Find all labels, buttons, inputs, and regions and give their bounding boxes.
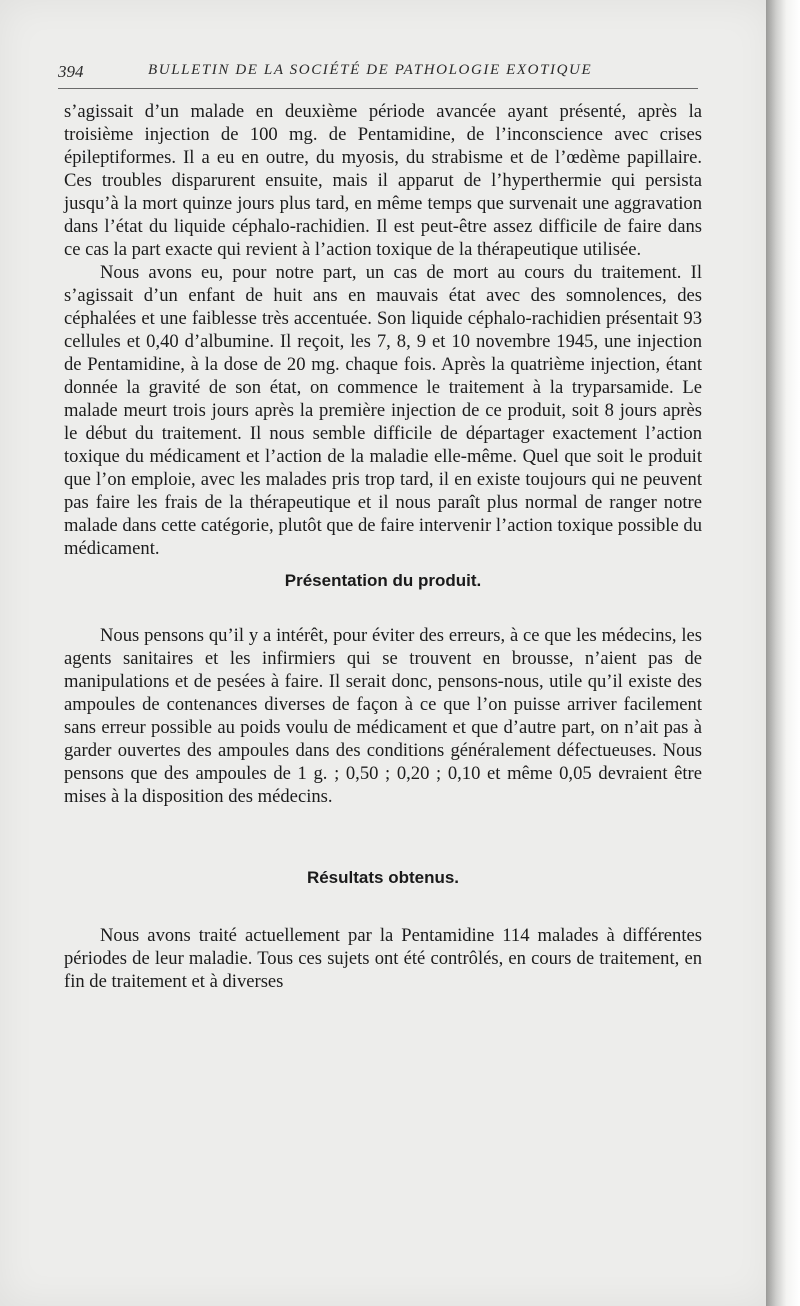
section-heading-results: Résultats obtenus. <box>306 868 460 887</box>
page-edge-shadow <box>766 0 800 1306</box>
running-header <box>58 62 698 86</box>
page-number: 394 <box>58 62 84 81</box>
header-rule <box>58 88 698 89</box>
section-heading-presentation: Présentation du produit. <box>284 571 482 590</box>
paragraph-continuation: s’agissait d’un malade en deuxième période avancée ayant présenté, après la troisième injection de 100 mg. de Pentamidine, de l’inconscience avec crises épileptiformes. Il a eu en outre, du myosis, du strabisme et de l’œdème papillaire. Ces troubles disparurent ensuite, mais il apparut de l’hyperthermie qui persista jusqu’à la mort quinze jours plus tard, en même temps que survenait une aggravation dans l’état du liquide céphalo-rachidien. Il est peut-être assez difficile de faire dans ce cas la part exacte qui revient à l’action toxique de la thérapeutique utilisée. <box>64 101 702 260</box>
journal-title: BULLETIN DE LA SOCIÉTÉ DE PATHOLOGIE EXOTIQUE <box>148 62 593 78</box>
paragraph-results: Nous avons traité actuellement par la Pentamidine 114 malades à différentes périodes de leur maladie. Tous ces sujets ont été contrôlés, en cours de traitement, en fin de traitement et à diverses <box>64 925 702 992</box>
paragraph-presentation: Nous pensons qu’il y a intérêt, pour éviter des erreurs, à ce que les médecins, les agents sanitaires et les infirmiers qui se trouvent en brousse, n’aient pas de manipulations et de pesées à faire. Il serait donc, pensons-nous, utile qu’il existe des ampoules de contenances diverses de façon à ce que l’on puisse arriver facilement sans erreur possible au poids voulu de médicament et que d’autre part, on n’ait pas à garder ouvertes des ampoules dans des conditions généralement défectueuses. Nous pensons que des ampoules de 1 g. ; 0,50 ; 0,20 ; 0,10 et même 0,05 devraient être mises à la disposition des médecins. <box>64 625 702 807</box>
article-body <box>64 100 702 993</box>
paragraph-case-report: Nous avons eu, pour notre part, un cas de mort au cours du traitement. Il s’agissait d’un enfant de huit ans en mauvais état avec des somnolences, des céphalées et une faiblesse très accentuée. Son liquide céphalo-rachidien présentait 93 cellules et 0,40 d’albumine. Il reçoit, les 7, 8, 9 et 10 novembre 1945, une injection de Pentamidine, à la dose de 20 mg. chaque fois. Après la quatrième injection, étant donnée la gravité de son état, on commence le traitement à la tryparsamide. Le malade meurt trois jours après la première injection de ce produit, soit 8 jours après le début du traitement. Il nous semble difficile de départager exactement l’action toxique du médicament et l’action de la maladie elle-même. Quel que soit le produit que l’on emploie, avec les malades pris trop tard, il en existe toujours qui ne peuvent pas faire les frais de la thérapeutique et il nous paraît plus normal de ranger notre malade dans cette catégorie, plutôt que de faire intervenir l’action toxique possible du médicament. <box>64 262 702 559</box>
